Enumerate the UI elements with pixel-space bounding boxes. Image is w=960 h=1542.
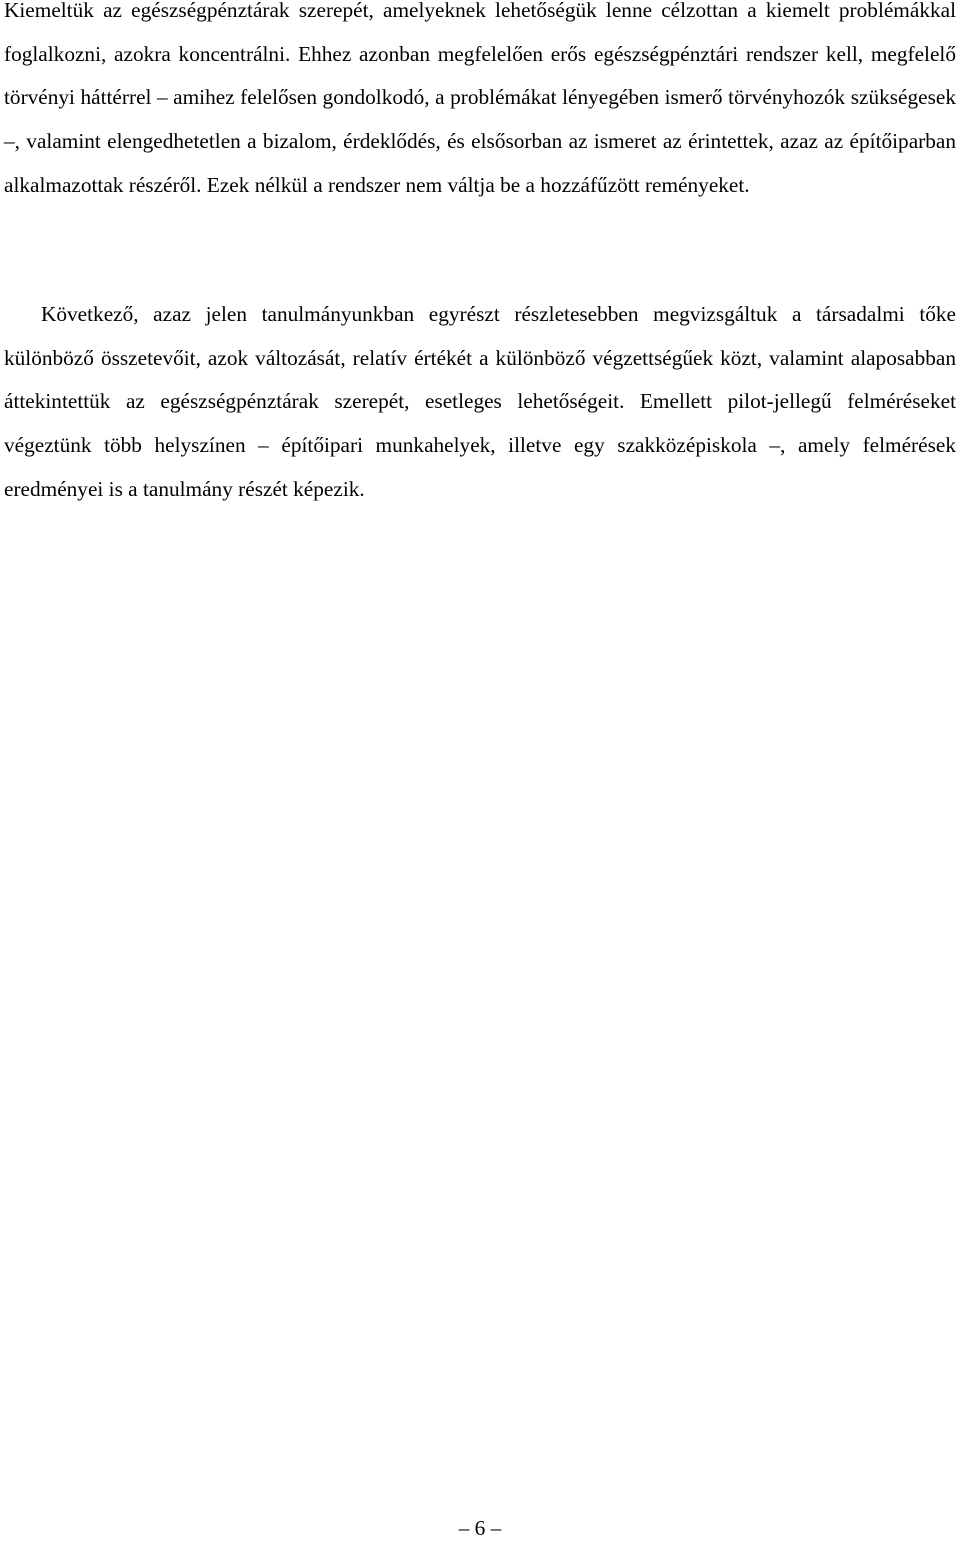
body-paragraph-2: Következő, azaz jelen tanulmányunkban egyrészt részletesebben megvizsgáltuk a társadalmi tőke különböző összetevőit, azok változását, relatív értékét a különböző végzettségűek közt, valamint alaposabban áttekintettük az egészségpénztárak szerepét, esetleges lehetőségeit. Emellett pilot-jellegű felméréseket végeztünk több helyszínen – építőipari munkahelyek, illetve egy szakközépiskola –, amely felmérések eredményei is a tanulmány részét képezik.	[4, 302, 956, 501]
body-paragraph-1: Kiemeltük az egészségpénztárak szerepét, amelyeknek lehetőségük lenne célzottan a kiemelt problémákkal foglalkozni, azokra koncentrálni. Ehhez azonban megfelelően erős egészségpénztári rendszer kell, megfelelő törvényi háttérrel – amihez felelősen gondolkodó, a problémákat lényegében ismerő törvényhozók szükségesek –, valamint elengedhetetlen a bizalom, érdeklődés, és elsősorban az ismeret az érintettek, azaz az építőiparban alkalmazottak részéről. Ezek nélkül a rendszer nem váltja be a hozzáfűzött reményeket.	[4, 0, 956, 197]
page-number: – 6 –	[458, 1516, 502, 1540]
